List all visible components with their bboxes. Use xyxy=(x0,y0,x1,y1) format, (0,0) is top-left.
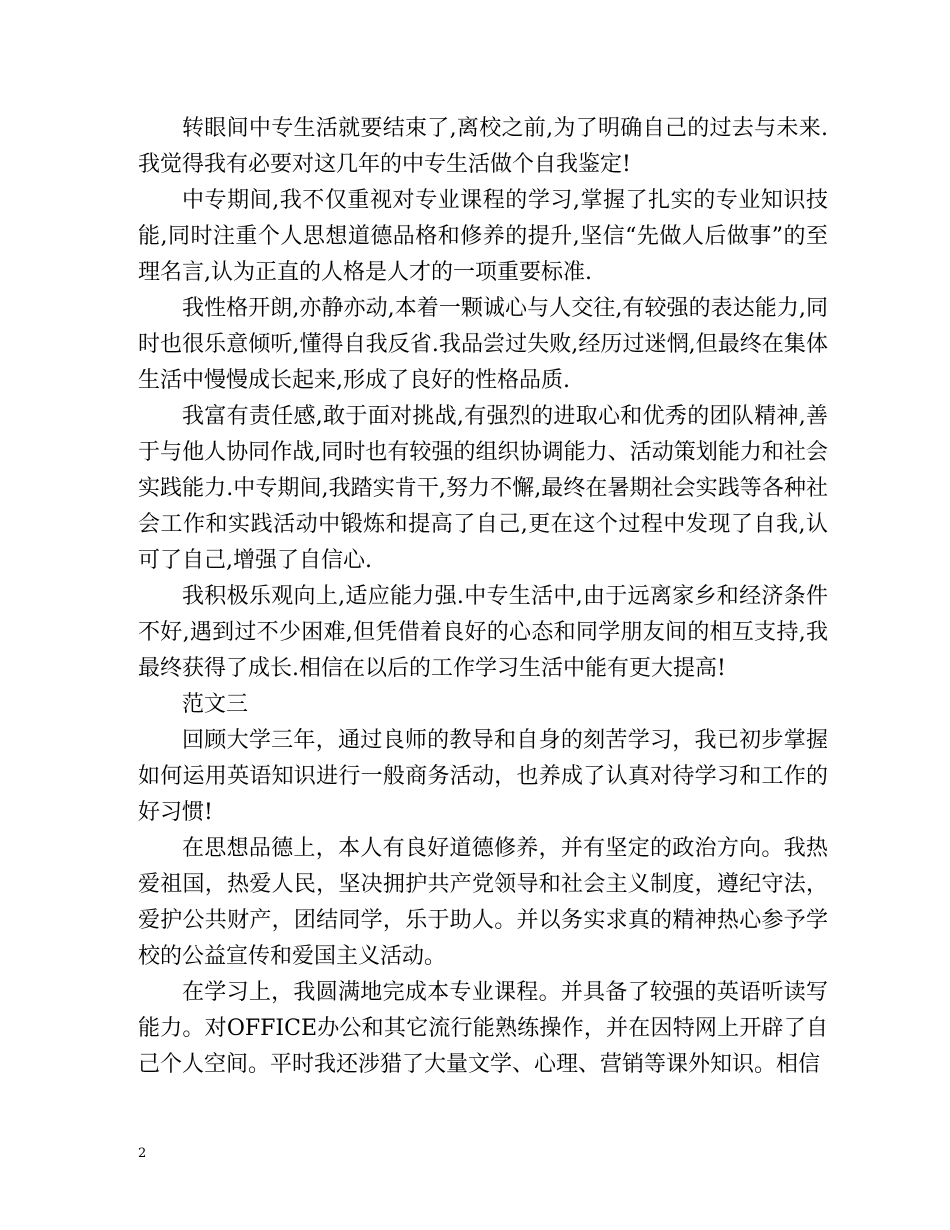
paragraph: 在学习上，我圆满地完成本专业课程。并具备了较强的英语听读写能力。对OFFICE办公和其它流行能熟练操作，并在因特网上开辟了自己个人空间。平时我还涉猎了大量文学、心理、营销等课外知识。相信 xyxy=(138,980,828,1077)
document-body xyxy=(138,111,828,1083)
paragraph: 中专期间,我不仅重视对专业课程的学习,掌握了扎实的专业知识技能,同时注重个人思想道德品格和修养的提升,坚信“先做人后做事”的至理名言,认为正直的人格是人才的一项重要标准. xyxy=(138,188,828,285)
section-heading: 范文三 xyxy=(182,692,249,717)
page-number: 2 xyxy=(138,1146,147,1161)
paragraph: 转眼间中专生活就要结束了,离校之前,为了明确自己的过去与未来.我觉得我有必要对这几年的中专生活做个自我鉴定! xyxy=(138,116,828,177)
paragraph: 我富有责任感,敢于面对挑战,有强烈的进取心和优秀的团队精神,善于与他人协同作战,同时也有较强的组织协调能力、活动策划能力和社会实践能力.中专期间,我踏实肯干,努力不懈,最终在暑期社会实践等各种社会工作和实践活动中锻炼和提高了自己,更在这个过程中发现了自我,认可了自己,增强了自信心. xyxy=(138,404,828,573)
paragraph: 在思想品德上，本人有良好道德修养，并有坚定的政治方向。我热爱祖国，热爱人民，坚决拥护共产党领导和社会主义制度，遵纪守法，爱护公共财产，团结同学，乐于助人。并以务实求真的精神热心参予学校的公益宣传和爱国主义活动。 xyxy=(138,836,828,969)
paragraph: 回顾大学三年，通过良师的教导和自身的刻苦学习，我已初步掌握如何运用英语知识进行一般商务活动，也养成了认真对待学习和工作的好习惯! xyxy=(138,728,828,825)
paragraph: 我积极乐观向上,适应能力强.中专生活中,由于远离家乡和经济条件不好,遇到过不少困难,但凭借着良好的心态和同学朋友间的相互支持,我最终获得了成长.相信在以后的工作学习生活中能有更大提高! xyxy=(138,584,828,681)
paragraph: 我性格开朗,亦静亦动,本着一颗诚心与人交往,有较强的表达能力,同时也很乐意倾听,懂得自我反省.我品尝过失败,经历过迷惘,但最终在集体生活中慢慢成长起来,形成了良好的性格品质. xyxy=(138,296,828,393)
